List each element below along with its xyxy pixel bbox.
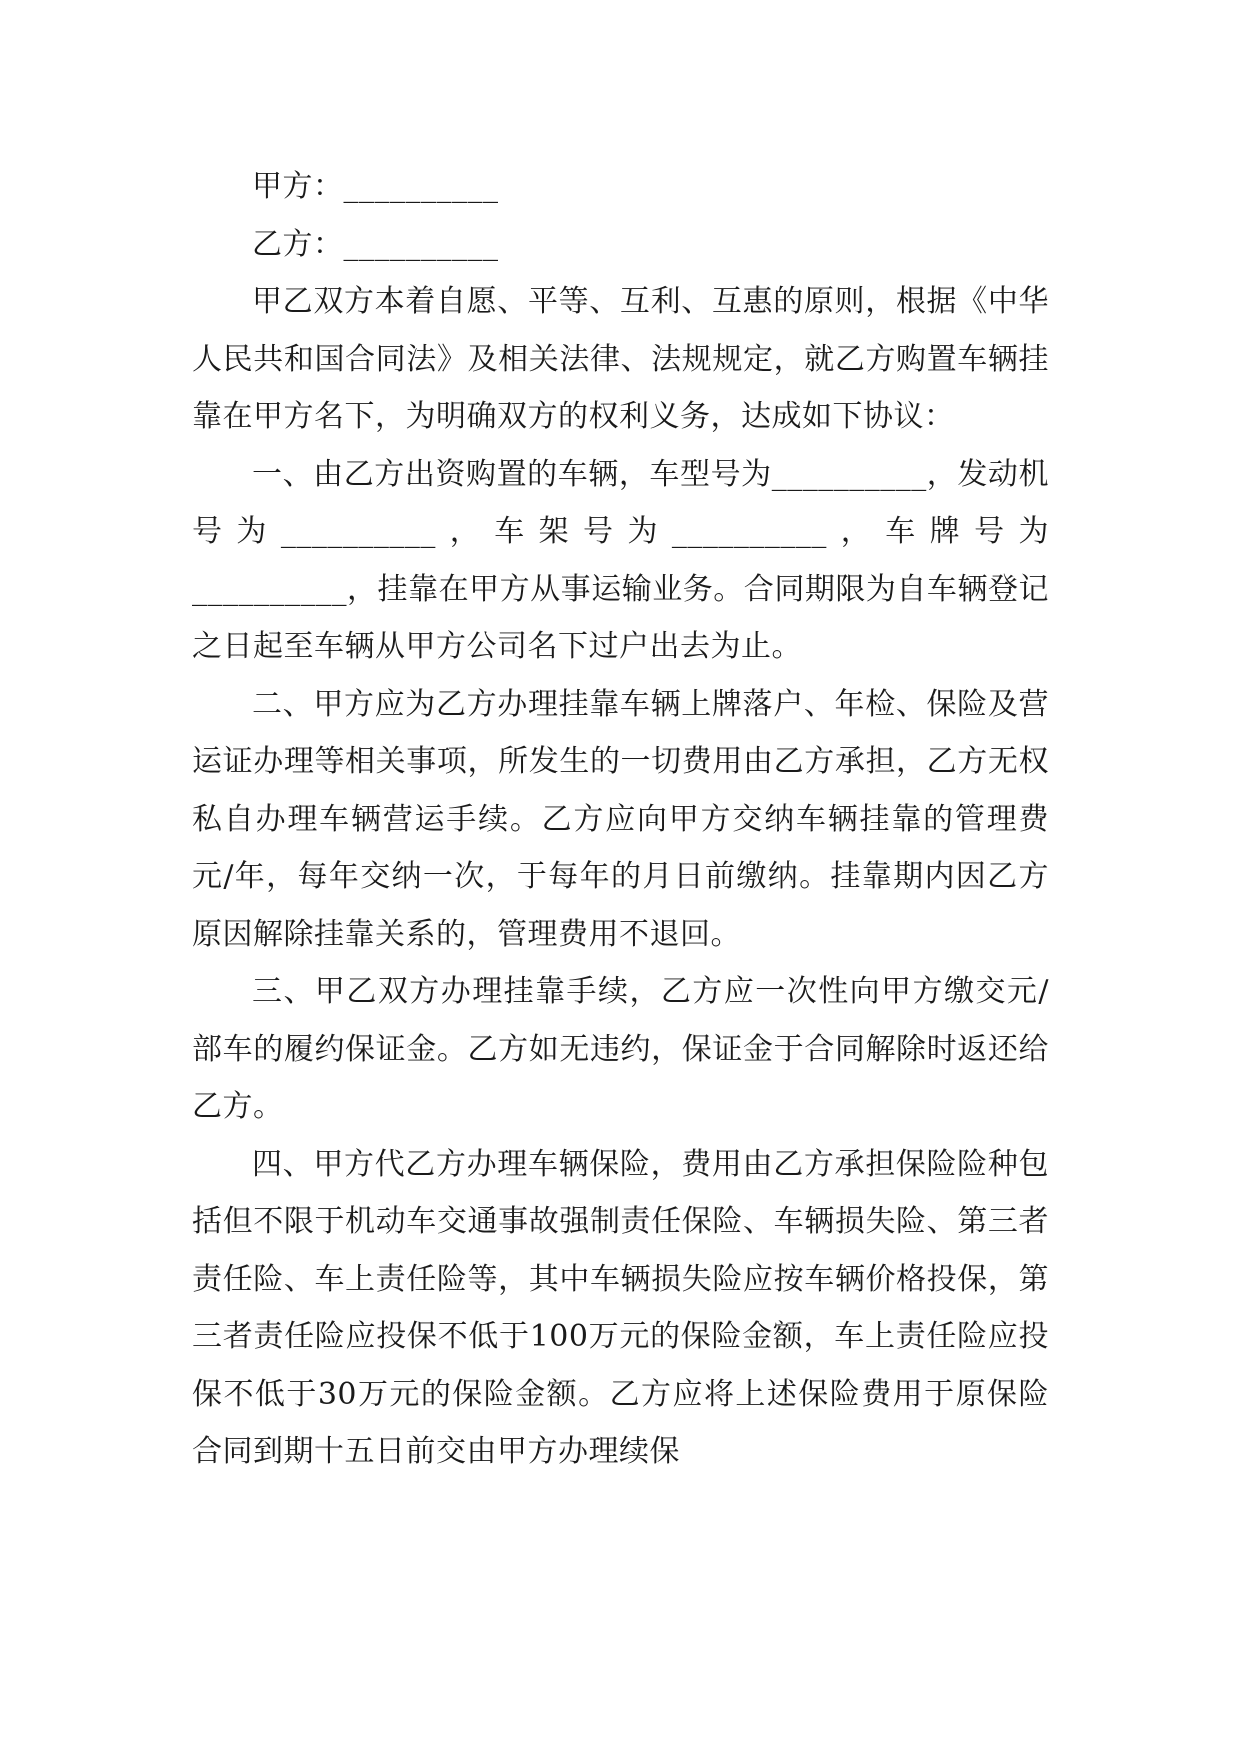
paragraph-preamble: 甲乙双方本着自愿、平等、互利、互惠的原则，根据《中华人民共和国合同法》及相关法律、法规规定，就乙方购置车辆挂靠在甲方名下，为明确双方的权利义务，达成如下协议： (192, 284, 1049, 434)
document-body (192, 158, 1049, 1481)
paragraph-clause-4: 四、甲方代乙方办理车辆保险，费用由乙方承担保险险种包括但不限于机动车交通事故强制责任保险、车辆损失险、第三者责任险、车上责任险等，其中车辆损失险应按车辆价格投保，第三者责任险应投保不低于100万元的保险金额，车上责任险应投保不低于30万元的保险金额。乙方应将上述保险费用于原保险合同到期十五日前交由甲方办理续保 (192, 1146, 1049, 1469)
party-a-line: 甲方：__________ (252, 169, 499, 204)
paragraph-clause-1: 一、由乙方出资购置的车辆，车型号为__________，发动机号为__________，车架号为__________，车牌号为__________，挂靠在甲方从事运输业务。合同期限为自车辆登记之日起至车辆从甲方公司名下过户出去为止。 (192, 456, 1049, 664)
paragraph-clause-3: 三、甲乙双方办理挂靠手续，乙方应一次性向甲方缴交元/部车的履约保证金。乙方如无违约，保证金于合同解除时返还给乙方。 (192, 974, 1049, 1124)
party-b-line: 乙方：__________ (252, 226, 499, 262)
paragraph-clause-2: 二、甲方应为乙方办理挂靠车辆上牌落户、年检、保险及营运证办理等相关事项，所发生的一切费用由乙方承担，乙方无权私自办理车辆营运手续。乙方应向甲方交纳车辆挂靠的管理费元/年，每年交纳一次，于每年的月日前缴纳。挂靠期内因乙方原因解除挂靠关系的，管理费用不退回。 (192, 686, 1049, 952)
